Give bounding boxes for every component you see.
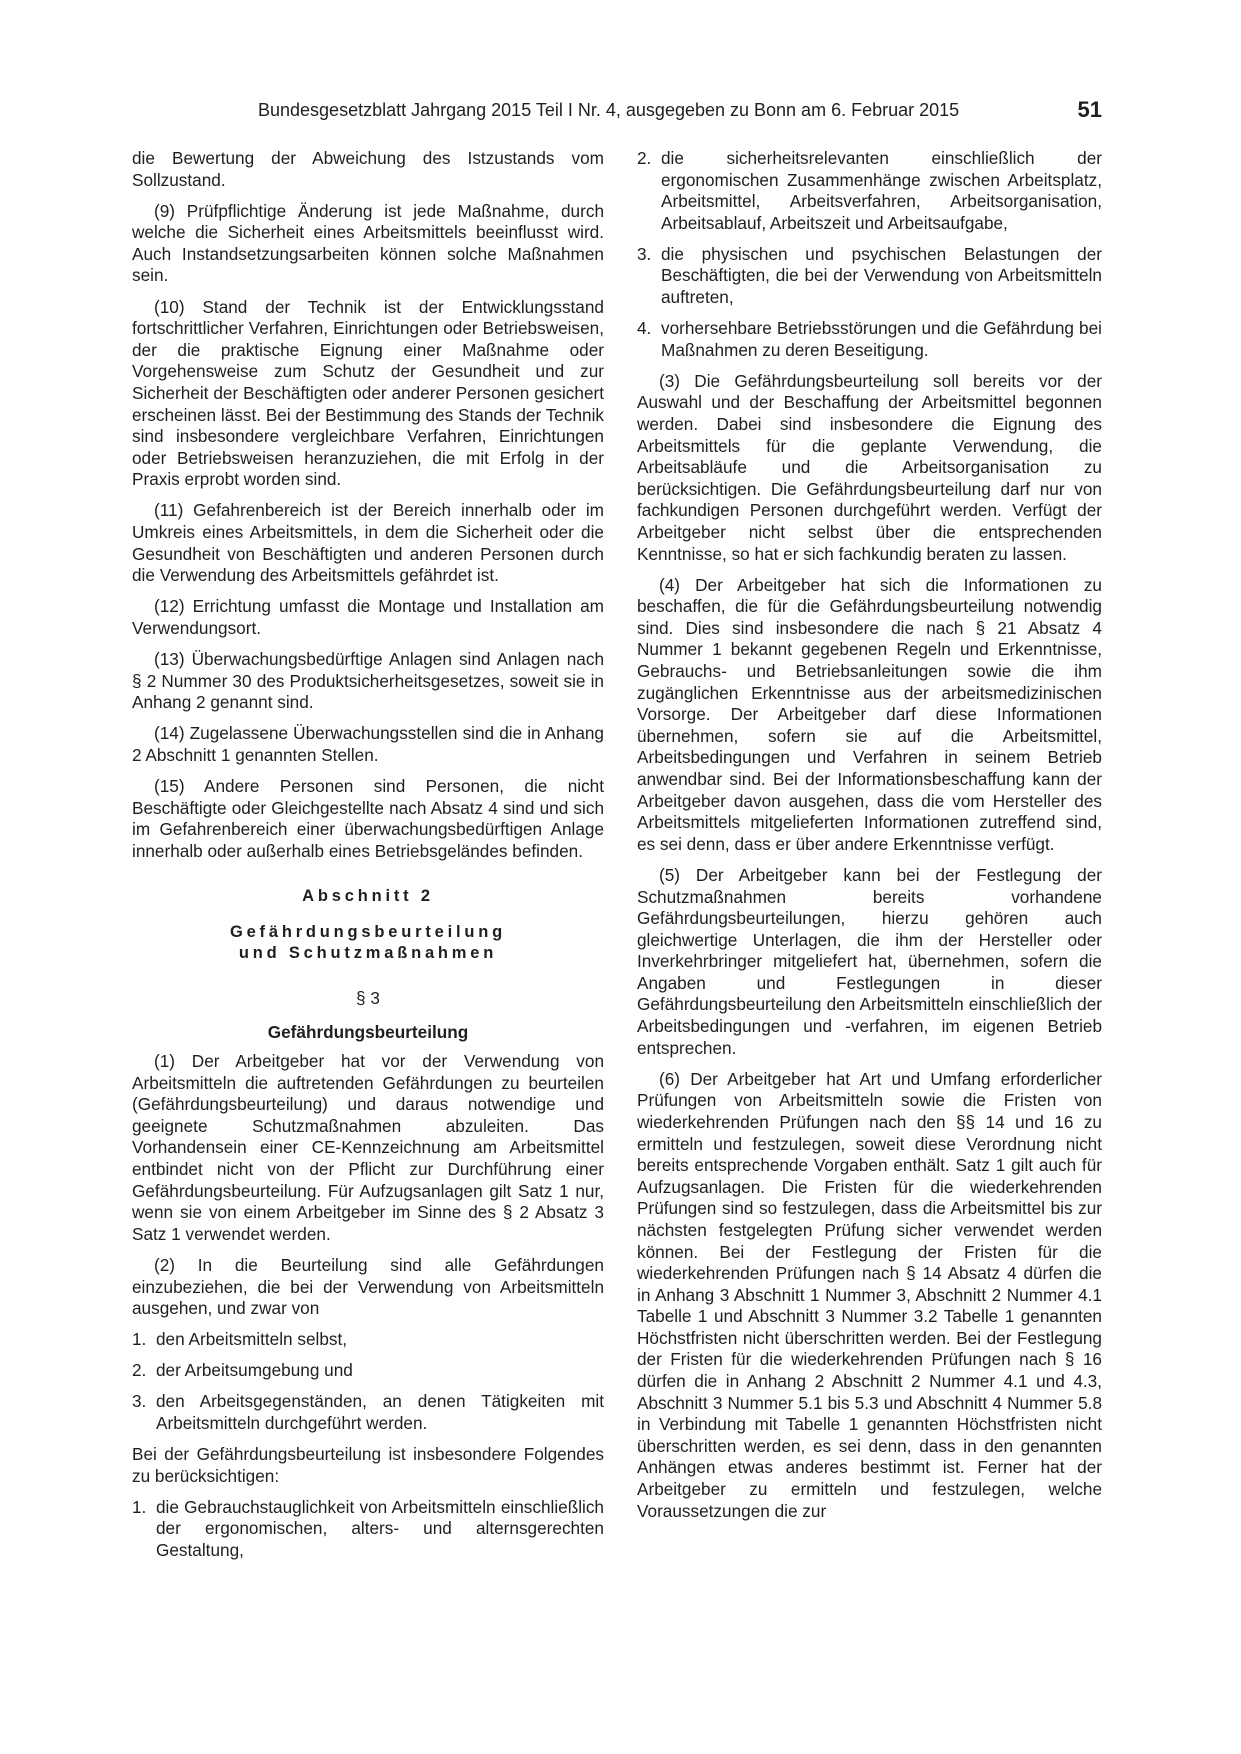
section-label: Abschnitt 2 (302, 887, 434, 906)
list-item (132, 1329, 604, 1351)
list-number: 4. (637, 318, 652, 339)
list-text: die Gebrauchstauglichkeit von Arbeitsmitteln einschließlich der ergonomischen, alters- und alternsgerechten Gestaltung, (156, 1496, 604, 1560)
list-number: 3. (637, 243, 652, 264)
list-item (132, 1360, 604, 1382)
paragraph-symbol: § 3 (356, 987, 380, 1008)
paragraph-title: Gefährdungsbeurteilung (267, 1021, 469, 1042)
page-number: 51 (1077, 97, 1102, 122)
subsection-6: (6) Der Arbeitgeber hat Art und Umfang erforderlicher Prüfungen von Arbeitsmitteln sowie die Fristen von wiederkehrenden Prüfungen nach den §§ 14 und 16 zu ermitteln und festzulegen, soweit diese Verordnung nicht bereits entsprechende Vorgaben enthält. Satz 1 gilt auch für Aufzugsanlagen. Die Fristen für die wiederkehrenden Prüfungen sind so festzulegen, dass die Arbeitsmittel bis zur nächsten festgelegten Prüfung sicher verwendet werden können. Bei der Festlegung der Fristen für die wiederkehrenden Prüfungen nach § 14 Absatz 4 dürfen die in Anhang 3 Abschnitt 1 Nummer 3, Abschnitt 2 Nummer 4.1 Tabelle 1 und Abschnitt 3 Nummer 3.2 Tabelle 1 genannten Höchstfristen nicht überschritten werden. Bei der Festlegung der Fristen für die wiederkehrenden Prüfungen nach § 16 dürfen die in Anhang 2 Abschnitt 2 Nummer 4.1 und 4.3, Abschnitt 3 Nummer 5.1 bis 5.3 und Abschnitt 4 Nummer 5.8 in Verbindung mit Tabelle 1 genannten Höchstfristen nicht überschritten werden, es sei denn, dass in den genannten Anhängen etwas anderes bestimmt ist. Ferner hat der Arbeitgeber zu ermitteln und festzulegen, welche Voraussetzungen die zur (637, 1068, 1102, 1521)
list-number: 1. (132, 1329, 147, 1350)
paragraph-13: (13) Überwachungsbedürftige Anlagen sind Anlagen nach § 2 Nummer 30 des Produktsicherheitsgesetzes, soweit sie in Anhang 2 genannt sind. (132, 648, 604, 713)
paragraph-9: (9) Prüfpflichtige Änderung ist jede Maßnahme, durch welche die Sicherheit eines Arbeitsmittels beeinflusst wird. Auch Instandsetzungsarbeiten können solche Maßnahmen sein. (132, 200, 604, 286)
paragraph-11: (11) Gefahrenbereich ist der Bereich innerhalb oder im Umkreis eines Arbeitsmittels, in dem die Sicherheit oder die Gesundheit von Beschäftigten und anderen Personen durch die Verwendung des Arbeitsmittels gefährdet ist. (132, 500, 604, 586)
list-item (132, 1391, 604, 1434)
paragraph-10: (10) Stand der Technik ist der Entwicklungsstand fortschrittlicher Verfahren, Einrichtungen oder Betriebsweisen, der die praktische Eignung einer Maßnahme oder Vorgehensweise zum Schutz der Gesundheit und zur Sicherheit der Beschäftigten oder anderer Personen gesichert erscheinen lässt. Bei der Bestimmung des Stands der Technik sind insbesondere vergleichbare Verfahren, Einrichtungen oder Betriebsweisen heranzuziehen, die mit Erfolg in der Praxis erprobt worden sind. (132, 296, 604, 490)
list-text: den Arbeitsgegenständen, an denen Tätigkeiten mit Arbeitsmitteln durchgeführt werden. (156, 1391, 604, 1433)
list-number: 2. (637, 148, 652, 168)
subsection-5: (5) Der Arbeitgeber kann bei der Festlegung der Schutzmaßnahmen bereits vorhandene Gefährdungsbeurteilungen, hierzu gehören auch gleichwertige Unterlagen, die ihm der Hersteller oder Inverkehrbringer mitgeliefert hat, übernehmen, sofern die Angaben und Festlegungen in dieser Gefährdungsbeurteilung den Arbeitsmitteln einschließlich der Arbeitsbedingungen und -verfahren, im eigenen Betrieb entsprechen. (637, 864, 1102, 1058)
list-text: die physischen und psychischen Belastungen der Beschäftigten, die bei der Verwendung von Arbeitsmitteln auftreten, (661, 243, 1102, 308)
list-item (637, 318, 1102, 361)
list-item (637, 148, 1102, 234)
subsection-2: (2) In die Beurteilung sind alle Gefährdungen einzubeziehen, die bei der Verwendung von Arbeitsmitteln ausgehen, und zwar von (132, 1254, 604, 1319)
subsection-2-continuation: Bei der Gefährdungsbeurteilung ist insbesondere Folgendes zu berücksichtigen: (132, 1444, 604, 1486)
list-item (132, 1497, 604, 1562)
section-title-line-1: Gefährdungsbeurteilung (229, 922, 507, 941)
paragraph-15: (15) Andere Personen sind Personen, die nicht Beschäftigte oder Gleichgestellte nach Absatz 4 sind und sich im Gefahrenbereich einer überwachungsbedürftigen Anlage innerhalb oder außerhalb eines Betriebsgeländes befinden. (132, 775, 604, 861)
paragraph-14: (14) Zugelassene Überwachungsstellen sind die in Anhang 2 Abschnitt 1 genannten Stellen. (132, 723, 604, 765)
right-column (637, 148, 1102, 1532)
subsection-3: (3) Die Gefährdungsbeurteilung soll bereits vor der Auswahl und der Beschaffung der Arbeitsmittel begonnen werden. Dabei sind insbesondere die Eignung des Arbeitsmittels für die geplante Verwendung, die Arbeitsabläufe und die Arbeitsorganisation zu berücksichtigen. Die Gefährdungsbeurteilung darf nur von fachkundigen Personen durchgeführt werden. Verfügt der Arbeitgeber nicht selbst über die entsprechenden Kenntnisse, so hat er sich fachkundig beraten zu lassen. (637, 370, 1102, 564)
list-text: den Arbeitsmitteln selbst, (156, 1329, 348, 1350)
publication-header: Bundesgesetzblatt Jahrgang 2015 Teil I Nr. 4, ausgegeben zu Bonn am 6. Februar 2015 (258, 100, 960, 120)
page-header (132, 97, 1102, 128)
section-heading (132, 886, 604, 964)
list-text: vorhersehbare Betriebsstörungen und die Gefährdung bei Maßnahmen zu deren Beseitigung. (661, 318, 1102, 360)
list-number: 1. (132, 1496, 147, 1517)
paragraph-12: (12) Errichtung umfasst die Montage und Installation am Verwendungsort. (132, 596, 604, 638)
subsection-4: (4) Der Arbeitgeber hat sich die Informationen zu beschaffen, die für die Gefährdungsbeurteilung notwendig sind. Dies sind insbesondere die nach § 21 Absatz 4 Nummer 1 bekannt gegebenen Regeln und Erkenntnisse, Gebrauchs- und Betriebsanleitungen sowie die ihm zugänglichen Erkenntnisse aus der arbeitsmedizinischen Vorsorge. Der Arbeitgeber darf diese Informationen übernehmen, sofern sie auf die Arbeitsmittel, Arbeitsbedingungen und Verfahren in seinem Betrieb anwendbar sind. Bei der Informationsbeschaffung kann der Arbeitgeber davon ausgehen, dass die vom Hersteller des Arbeitsmittels mitgelieferten Informationen zutreffend sind, es sei denn, dass er über andere Erkenntnisse verfügt. (637, 574, 1102, 854)
section-title-line-2: und Schutzmaßnahmen (238, 943, 498, 962)
left-column (132, 148, 604, 1571)
list-number: 3. (132, 1391, 147, 1412)
list-text: die sicherheitsrelevanten einschließlich der ergonomischen Zusammenhänge zwischen Arbeitsplatz, Arbeitsmittel, Arbeitsverfahren, Arbeitsorganisation, Arbeitsablauf, Arbeitszeit und Arbeitsaufgabe, (661, 148, 1102, 233)
list-text: der Arbeitsumgebung und (156, 1360, 353, 1381)
paragraph-continuation: die Bewertung der Abweichung des Istzustands vom Sollzustand. (132, 148, 604, 190)
list-number: 2. (132, 1360, 147, 1381)
subsection-1: (1) Der Arbeitgeber hat vor der Verwendung von Arbeitsmitteln die auftretenden Gefährdungen zu beurteilen (Gefährdungsbeurteilung) und daraus notwendige und geeignete Schutzmaßnahmen abzuleiten. Das Vorhandensein einer CE-Kennzeichnung am Arbeitsmittel entbindet nicht von der Pflicht zur Durchführung einer Gefährdungsbeurteilung. Für Aufzugsanlagen gilt Satz 1 nur, wenn sie von einem Arbeitgeber im Sinne des § 2 Absatz 3 Satz 1 verwendet werden. (132, 1051, 604, 1244)
list-item (637, 244, 1102, 309)
